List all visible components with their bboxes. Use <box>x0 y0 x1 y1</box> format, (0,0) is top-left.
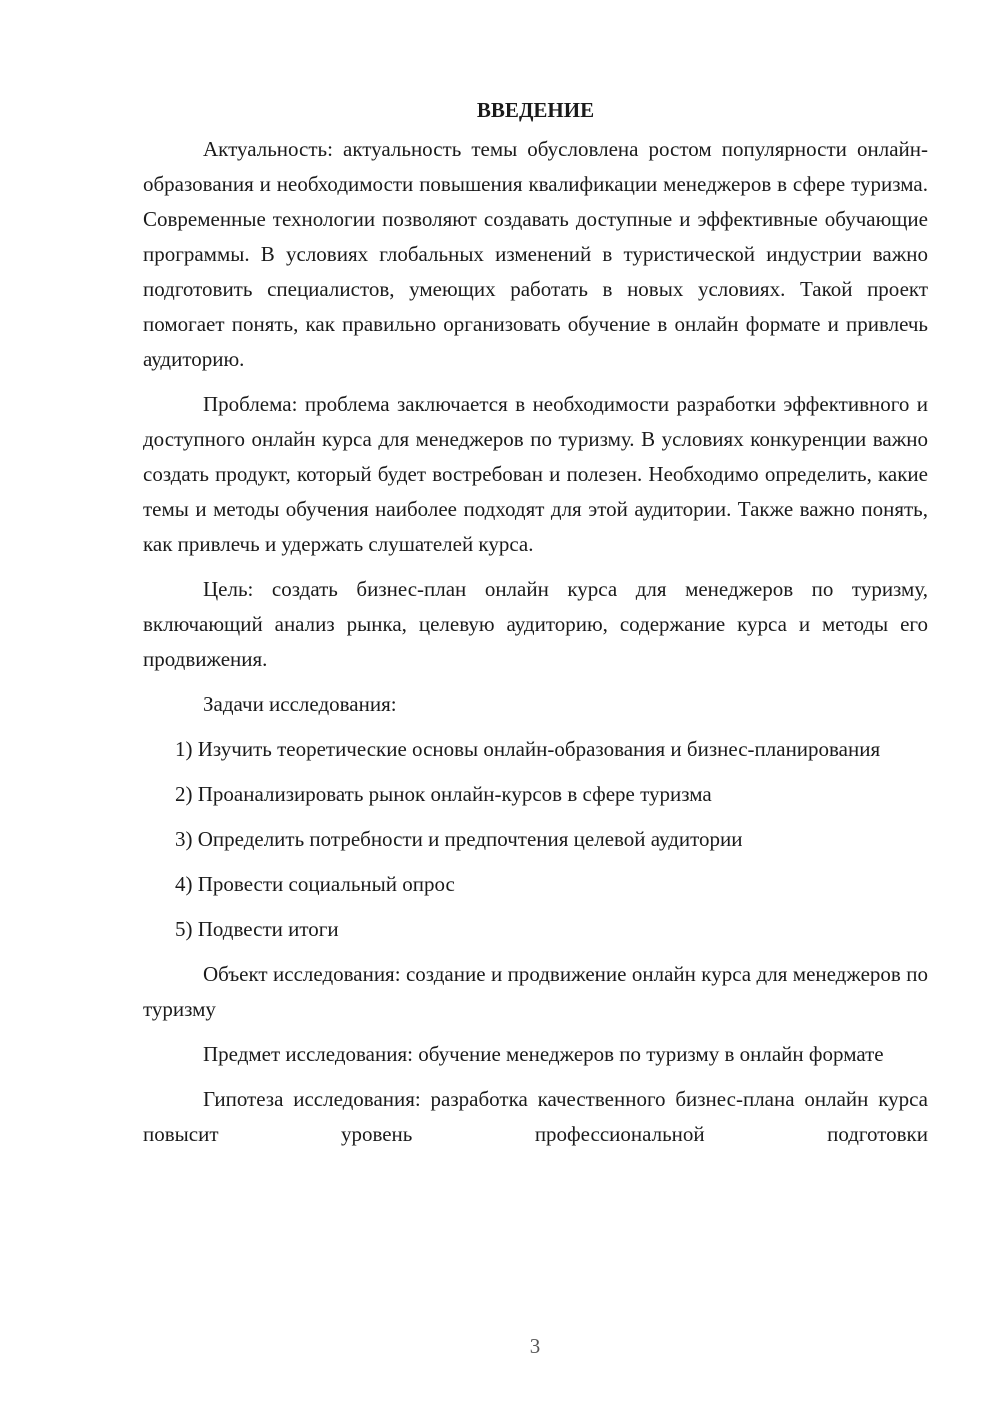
task-item-3: 3) Определить потребности и предпочтения целевой аудитории <box>175 827 743 851</box>
task-item-1: 1) Изучить теоретические основы онлайн-образования и бизнес-планирования <box>175 737 881 761</box>
paragraph-problem: Проблема: проблема заключается в необходимости разработки эффективного и доступного онлайн курса для менеджеров по туризму. В условиях конкуренции важно создать продукт, который будет востребован и полезен. Необходимо определить, какие темы и методы обучения наиболее подходят для этой аудитории. Также важно понять, как привлечь и удержать слушателей курса. <box>143 392 928 556</box>
task-item-5: 5) Подвести итоги <box>175 917 339 941</box>
section-title: ВВЕДЕНИЕ <box>476 98 595 122</box>
paragraph-relevance: Актуальность: актуальность темы обусловлена ростом популярности онлайн-образования и необходимости повышения квалификации менеджеров в сфере туризма. Современные технологии позволяют создавать доступные и эффективные обучающие программы. В условиях глобальных изменений в туристической индустрии важно подготовить специалистов, умеющих работать в новых условиях. Такой проект помогает понять, как правильно организовать обучение в онлайн формате и привлечь аудиторию. <box>143 137 928 371</box>
task-item-4: 4) Провести социальный опрос <box>175 872 455 896</box>
paragraph-object: Объект исследования: создание и продвижение онлайн курса для менеджеров по туризму <box>143 962 928 1021</box>
document-page <box>143 92 928 1162</box>
task-item-2: 2) Проанализировать рынок онлайн-курсов в сфере туризма <box>175 782 712 806</box>
tasks-heading: Задачи исследования: <box>203 692 397 716</box>
paragraph-hypothesis: Гипотеза исследования: разработка качественного бизнес-плана онлайн курса повысит уровень профессиональной подготовки <box>143 1087 928 1146</box>
paragraph-subject: Предмет исследования: обучение менеджеров по туризму в онлайн формате <box>203 1042 884 1066</box>
page-number: 3 <box>529 1334 541 1358</box>
paragraph-goal: Цель: создать бизнес-план онлайн курса для менеджеров по туризму, включающий анализ рынка, целевую аудиторию, содержание курса и методы его продвижения. <box>143 577 928 671</box>
